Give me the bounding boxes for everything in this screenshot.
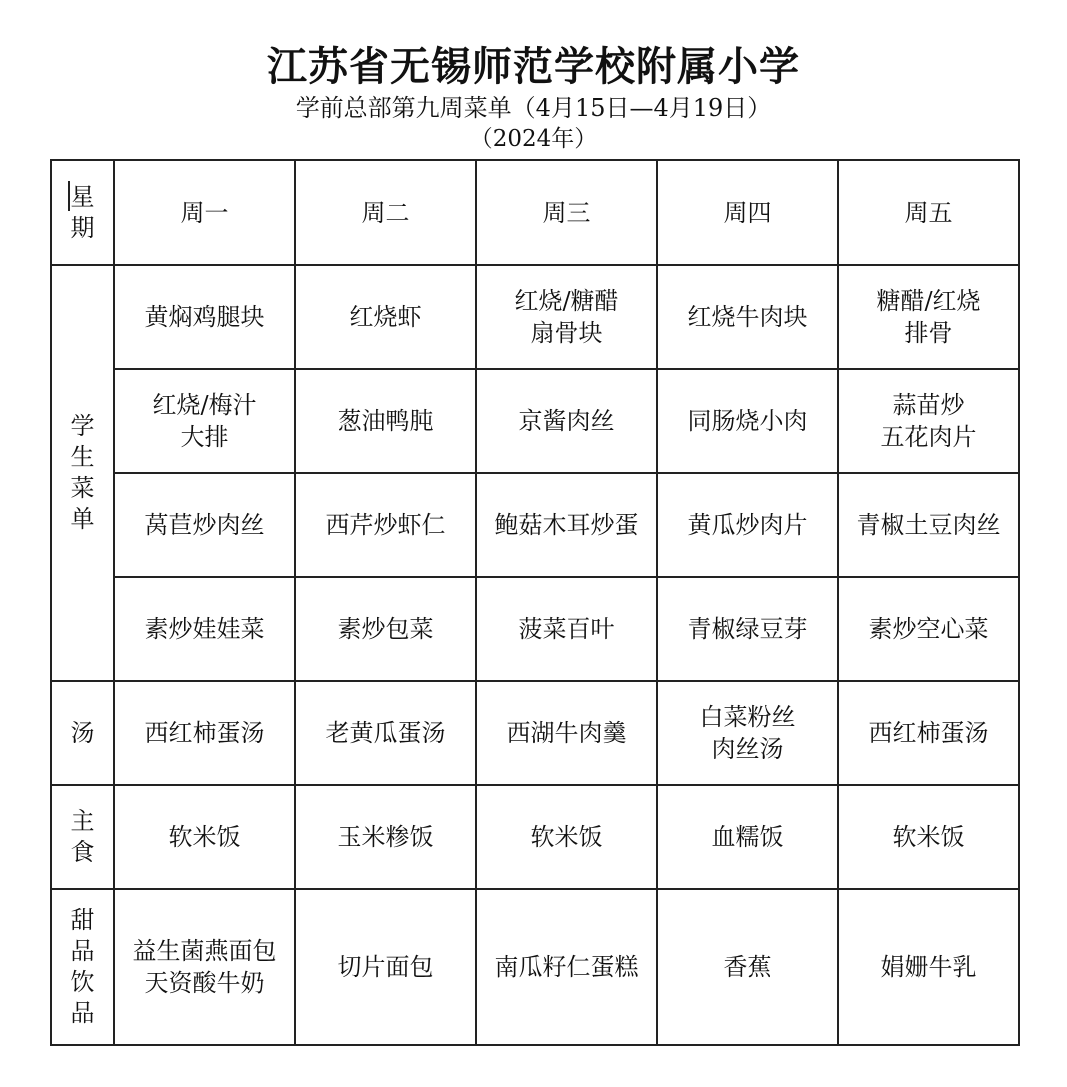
dish-text: 素炒娃娃菜	[144, 615, 265, 643]
dish-text: 蒜苗炒 五花肉片	[880, 391, 977, 451]
dish-text: 青椒绿豆芽	[687, 615, 808, 643]
dish-text: 菠菜百叶	[518, 615, 615, 643]
menu-cell	[295, 681, 476, 785]
dessert-row	[51, 889, 1019, 1045]
soup-text: 老黄瓜蛋汤	[325, 719, 446, 747]
weekday-row-label: 星期	[70, 182, 95, 242]
menu-cell	[114, 577, 295, 681]
menu-cell	[657, 889, 838, 1045]
menu-cell	[476, 577, 657, 681]
menu-cell	[838, 265, 1019, 369]
dish-text: 同肠烧小肉	[687, 407, 808, 435]
soup-text: 西红柿蛋汤	[868, 719, 989, 747]
corner-mark	[68, 181, 70, 211]
menu-year: （2024年）	[469, 126, 598, 152]
dish-text: 红烧牛肉块	[687, 303, 808, 331]
menu-cell	[114, 889, 295, 1045]
menu-cell	[476, 889, 657, 1045]
staple-text: 软米饭	[892, 823, 965, 851]
staple-label: 主食	[70, 807, 95, 866]
table-row	[51, 369, 1019, 473]
menu-cell	[838, 785, 1019, 889]
staple-text: 软米饭	[168, 823, 241, 851]
menu-cell	[295, 889, 476, 1045]
day-header-fri: 周五	[838, 160, 1019, 265]
menu-cell	[114, 473, 295, 577]
menu-cell	[295, 577, 476, 681]
table-header-row	[51, 160, 1019, 265]
table-row	[51, 577, 1019, 681]
dish-text: 京酱肉丝	[518, 407, 615, 435]
staple-text: 软米饭	[530, 823, 603, 851]
menu-cell	[295, 369, 476, 473]
menu-cell	[295, 473, 476, 577]
menu-cell	[476, 473, 657, 577]
table-row	[51, 265, 1019, 369]
menu-cell	[657, 369, 838, 473]
dessert-text: 益生菌燕面包 天资酸牛奶	[132, 937, 277, 997]
menu-cell	[114, 785, 295, 889]
menu-cell	[838, 473, 1019, 577]
dish-text: 红烧/糖醋 扇骨块	[514, 287, 619, 347]
menu-subtitle: 学前总部第九周菜单（4月15日—4月19日）	[295, 94, 772, 122]
menu-cell	[657, 681, 838, 785]
dish-text: 素炒空心菜	[868, 615, 989, 643]
menu-cell	[657, 265, 838, 369]
menu-cell	[114, 265, 295, 369]
page-title: 江苏省无锡师范学校附属小学	[267, 44, 800, 90]
dish-text: 青椒土豆肉丝	[856, 511, 1001, 539]
menu-cell	[476, 681, 657, 785]
corner-cell	[51, 160, 114, 265]
soup-label-cell	[51, 681, 114, 785]
soup-text: 西红柿蛋汤	[144, 719, 265, 747]
soup-text: 西湖牛肉羹	[506, 719, 627, 747]
dish-text: 红烧/梅汁 大排	[152, 391, 257, 451]
dessert-text: 娟姗牛乳	[880, 953, 977, 981]
staple-text: 玉米糁饭	[337, 823, 434, 851]
dish-text: 红烧虾	[349, 303, 422, 331]
menu-cell	[657, 577, 838, 681]
student-menu-label: 学生菜单	[70, 412, 95, 533]
dessert-text: 南瓜籽仁蛋糕	[494, 953, 639, 981]
table-row	[51, 473, 1019, 577]
dish-text: 糖醋/红烧 排骨	[876, 287, 981, 347]
menu-cell	[114, 681, 295, 785]
dish-text: 鲍菇木耳炒蛋	[494, 511, 639, 539]
menu-cell	[295, 785, 476, 889]
menu-cell	[657, 473, 838, 577]
menu-cell	[838, 369, 1019, 473]
menu-cell	[476, 265, 657, 369]
dish-text: 黄焖鸡腿块	[144, 303, 265, 331]
day-header-thu: 周四	[657, 160, 838, 265]
student-menu-label-cell	[51, 265, 114, 681]
menu-cell	[838, 889, 1019, 1045]
soup-text: 白菜粉丝 肉丝汤	[699, 703, 796, 763]
dish-text: 莴苣炒肉丝	[144, 511, 265, 539]
soup-row	[51, 681, 1019, 785]
dish-text: 西芹炒虾仁	[325, 511, 446, 539]
weekly-menu-table	[50, 159, 1020, 1046]
day-header-tue: 周二	[295, 160, 476, 265]
dessert-text: 切片面包	[337, 953, 434, 981]
dessert-label-cell	[51, 889, 114, 1045]
dish-text: 黄瓜炒肉片	[687, 511, 808, 539]
menu-cell	[838, 577, 1019, 681]
dessert-label: 甜品饮品	[70, 906, 95, 1027]
dish-text: 素炒包菜	[337, 615, 434, 643]
menu-cell	[657, 785, 838, 889]
dessert-text: 香蕉	[723, 953, 772, 981]
soup-label: 汤	[70, 719, 95, 747]
menu-cell	[295, 265, 476, 369]
dish-text: 葱油鸭肫	[337, 407, 434, 435]
menu-cell	[114, 369, 295, 473]
staple-label-cell	[51, 785, 114, 889]
day-header-wed: 周三	[476, 160, 657, 265]
staple-row	[51, 785, 1019, 889]
day-header-mon: 周一	[114, 160, 295, 265]
menu-cell	[476, 785, 657, 889]
staple-text: 血糯饭	[711, 823, 784, 851]
menu-cell	[476, 369, 657, 473]
menu-cell	[838, 681, 1019, 785]
